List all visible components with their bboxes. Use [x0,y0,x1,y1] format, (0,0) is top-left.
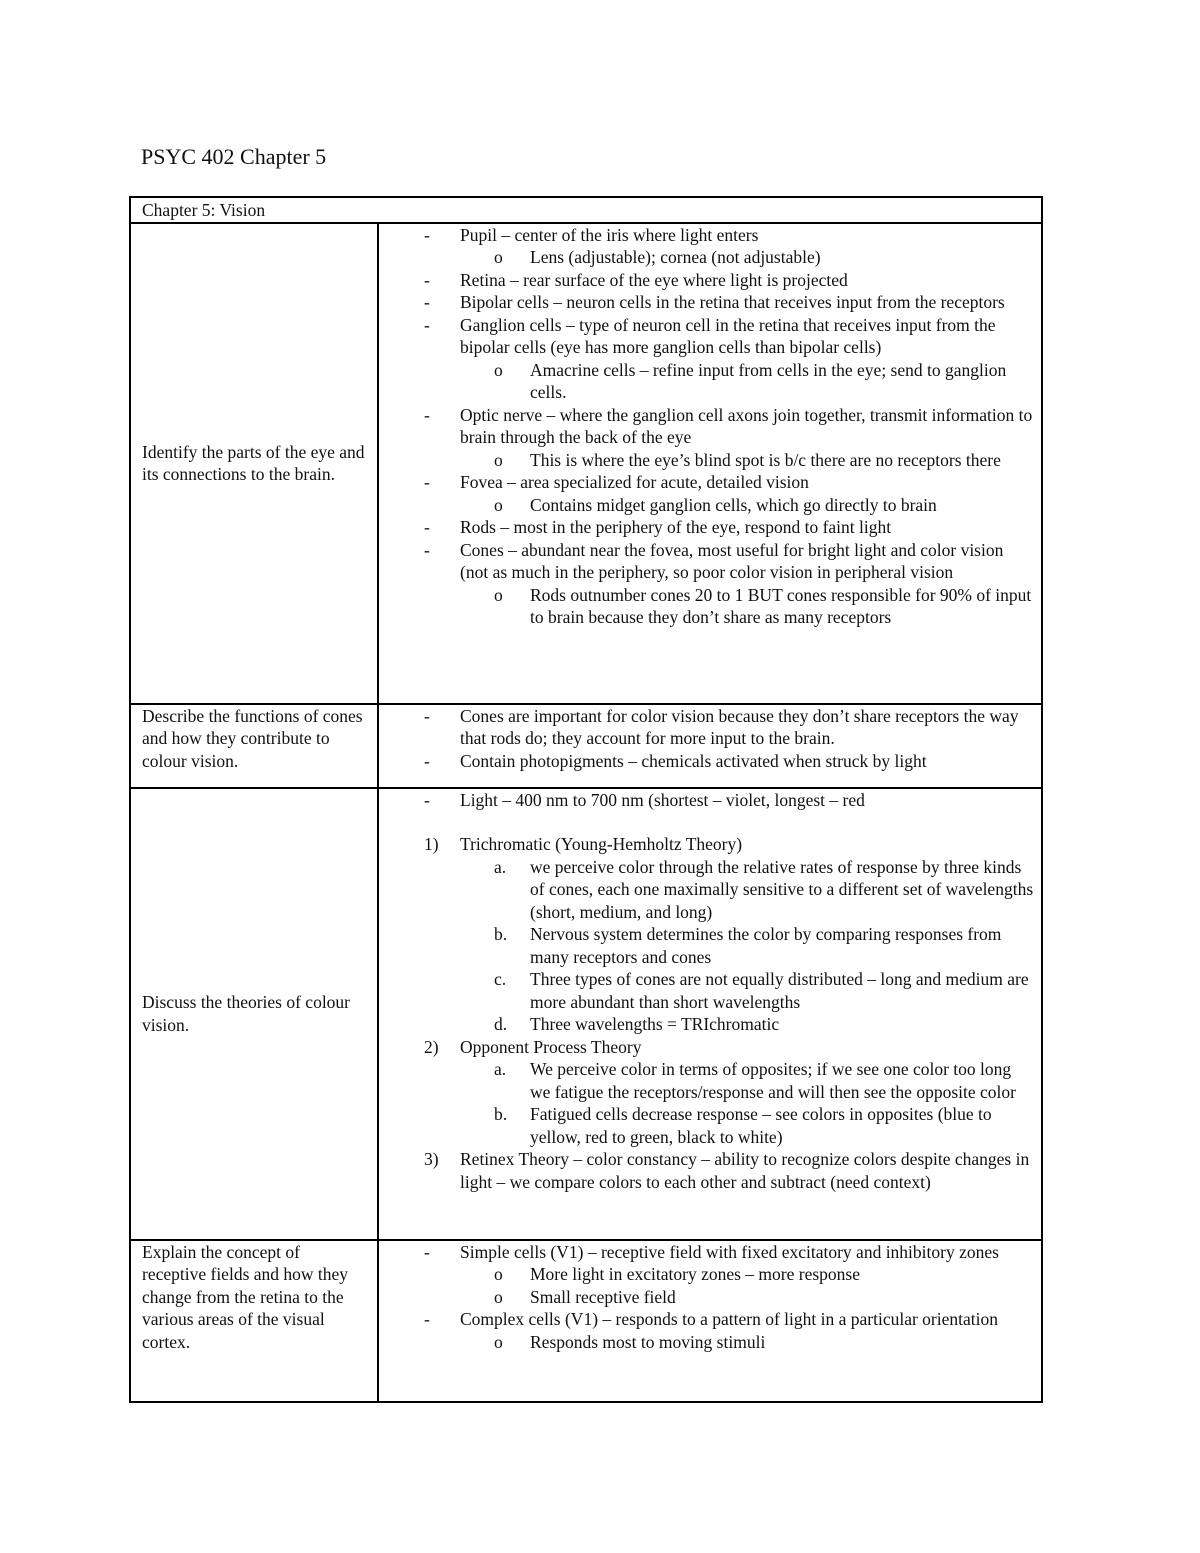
list-marker: - [424,517,430,537]
note-text: Small receptive field [530,1286,676,1307]
notes-cell [378,1240,1042,1402]
list-marker: - [424,750,430,771]
note-item [379,789,1035,812]
note-item [379,516,1035,539]
list-marker: o [494,359,503,380]
list-marker: - [424,314,430,335]
prompt-cell: Discuss the theories of colour vision. [130,788,378,1240]
list-marker: o [494,449,503,470]
list-marker: - [424,472,430,492]
note-text: We perceive color in terms of opposites; if we see one color too long we fatigue the receptors/response and will then see the opposite color [530,1059,1016,1102]
list-marker: - [424,705,430,726]
note-subitem [379,449,1035,472]
note-subitem [379,584,1035,629]
list-marker: - [424,224,430,245]
note-item [379,833,1035,856]
list-marker: o [494,494,503,515]
note-text: Opponent Process Theory [460,1036,642,1057]
note-text: Ganglion cells – type of neuron cell in the retina that receives input from the bipolar cells (eye has more ganglion cells than bipolar cells) [460,314,996,357]
note-text: Retina – rear surface of the eye where light is projected [460,269,848,290]
list-marker: c. [494,969,507,989]
note-subitem [379,856,1035,924]
note-text: Amacrine cells – refine input from cells in the eye; send to ganglion cells. [530,359,1007,402]
note-item [379,404,1035,449]
notes-cell [378,223,1042,704]
note-text: Rods outnumber cones 20 to 1 BUT cones responsible for 90% of input to brain because they don’t share as many receptors [530,584,1032,627]
prompt-cell: Describe the functions of cones and how they contribute to colour vision. [130,704,378,788]
note-text: Fatigued cells decrease response – see colors in opposites (blue to yellow, red to green, black to white) [530,1104,992,1147]
list-marker: - [424,1309,430,1329]
note-item [379,314,1035,359]
note-subitem [379,246,1035,269]
list-marker: - [424,1241,430,1262]
note-item [379,269,1035,292]
list-marker: o [494,584,503,605]
note-text: Contain photopigments – chemicals activated when struck by light [460,750,927,771]
note-text: Pupil – center of the iris where light enters [460,224,759,245]
note-subitem [379,968,1035,1013]
notes-cell [378,704,1042,788]
list-marker: o [494,247,503,267]
note-subitem [379,1013,1035,1036]
note-item [379,750,1035,773]
note-subitem [379,359,1035,404]
note-item [379,1241,1035,1264]
list-marker: - [424,269,430,290]
list-marker: a. [494,856,507,877]
note-text: Bipolar cells – neuron cells in the retina that receives input from the receptors [460,292,1005,312]
prompt-cell: Identify the parts of the eye and its connections to the brain. [130,223,378,704]
note-subitem [379,1263,1035,1286]
note-text: Fovea – area specialized for acute, detailed vision [460,472,809,492]
notes-table [129,196,1043,1403]
table-header-row [130,197,1042,223]
note-subitem [379,1103,1035,1148]
note-text: More light in excitatory zones – more response [530,1264,860,1284]
list-marker: 2) [424,1036,439,1057]
note-text: we perceive color through the relative rates of response by three kinds of cones, each one maximally sensitive to a different set of wavelengths (short, medium, and long) [530,856,1034,922]
note-text: Contains midget ganglion cells, which go directly to brain [530,494,937,515]
list-marker: - [424,789,430,810]
table-row [130,1240,1042,1402]
table-row [130,704,1042,788]
table-header: Chapter 5: Vision [130,197,1042,223]
note-text: Simple cells (V1) – receptive field with fixed excitatory and inhibitory zones [460,1241,999,1262]
note-item [379,291,1035,314]
table-row [130,788,1042,1240]
note-text: Three wavelengths = TRIchromatic [530,1014,780,1034]
table-row [130,223,1042,704]
note-item [379,1308,1035,1331]
note-text: Complex cells (V1) – responds to a pattern of light in a particular orientation [460,1309,998,1329]
list-marker: 3) [424,1149,439,1169]
note-item [379,1036,1035,1059]
list-marker: b. [494,924,508,944]
note-item [379,539,1035,584]
note-text: Lens (adjustable); cornea (not adjustable) [530,247,821,267]
note-text: Trichromatic (Young-Hemholtz Theory) [460,834,743,854]
note-text: Rods – most in the periphery of the eye, respond to faint light [460,517,892,537]
note-text: Cones – abundant near the fovea, most useful for bright light and color vision (not as much in the periphery, so poor color vision in peripheral vision [460,539,1004,582]
note-text: This is where the eye’s blind spot is b/c there are no receptors there [530,449,1001,470]
note-item [379,705,1035,750]
blank-line [379,811,1035,833]
note-text: Three types of cones are not equally distributed – long and medium are more abundant than short wavelengths [530,969,1029,1012]
note-text: Cones are important for color vision because they don’t share receptors the way that rods do; they account for more input to the brain. [460,705,1019,748]
note-text: Light – 400 nm to 700 nm (shortest – violet, longest – red [460,789,865,810]
note-subitem [379,1331,1035,1354]
list-marker: - [424,292,430,312]
list-marker: - [424,404,430,425]
prompt-cell: Explain the concept of receptive fields and how they change from the retina to the various areas of the visual cortex. [130,1240,378,1402]
note-item [379,1148,1035,1193]
list-marker: 1) [424,834,439,854]
note-subitem [379,494,1035,517]
note-item [379,471,1035,494]
note-text: Retinex Theory – color constancy – ability to recognize colors despite changes in light – we compare colors to each other and subtract (need context) [460,1149,1030,1192]
note-subitem [379,1058,1035,1103]
note-subitem [379,923,1035,968]
list-marker: - [424,539,430,560]
list-marker: o [494,1264,503,1284]
note-text: Responds most to moving stimuli [530,1331,766,1352]
note-item [379,224,1035,247]
list-marker: d. [494,1014,508,1034]
document-title: PSYC 402 Chapter 5 [141,144,327,169]
note-subitem [379,1286,1035,1309]
list-marker: a. [494,1059,507,1079]
list-marker: b. [494,1104,508,1124]
list-marker: o [494,1331,503,1352]
note-text: Optic nerve – where the ganglion cell axons join together, transmit information to brain through the back of the eye [460,404,1033,447]
notes-cell [378,788,1042,1240]
note-text: Nervous system determines the color by comparing responses from many receptors and cones [530,924,1002,967]
list-marker: o [494,1286,503,1307]
